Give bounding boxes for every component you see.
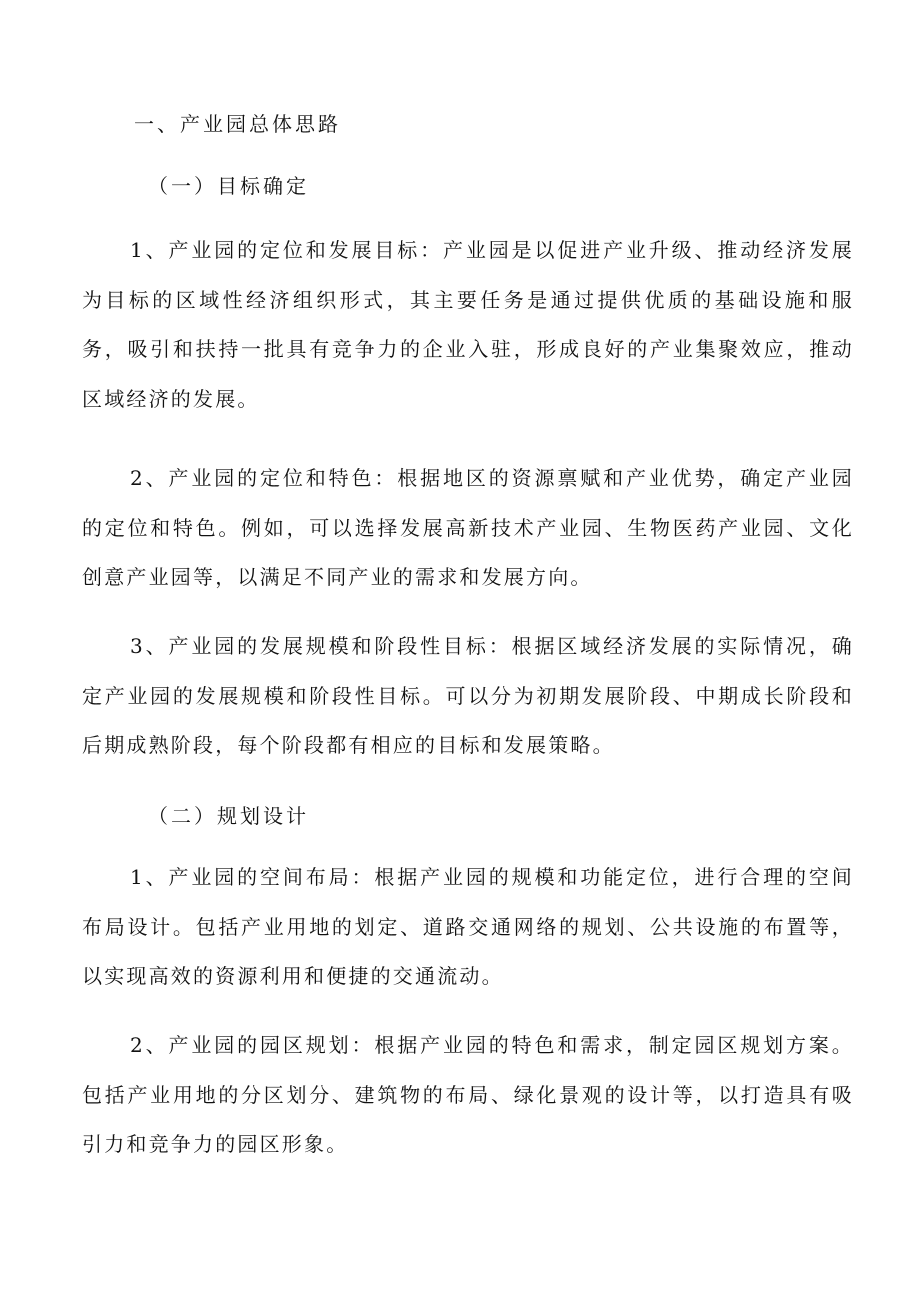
paragraph-scale-stage-goals: 3、产业园的发展规模和阶段性目标：根据区域经济发展的实际情况，确定产业园的发展规模和阶段性目标。可以分为初期发展阶段、中期成长阶段和后期成熟阶段，每个阶段都有相应的目标和发展策略。 (82, 634, 854, 757)
paragraph-park-planning: 2、产业园的园区规划：根据产业园的特色和需求，制定园区规划方案。包括产业用地的分区划分、建筑物的布局、绿化景观的设计等，以打造具有吸引力和竞争力的园区形象。 (82, 1033, 854, 1156)
section-title: 一、产业园总体思路 (134, 112, 341, 136)
paragraph-spatial-layout: 1、产业园的空间布局：根据产业园的规模和功能定位，进行合理的空间布局设计。包括产业用地的划定、道路交通网络的规划、公共设施的布置等，以实现高效的资源利用和便捷的交通流动。 (82, 865, 854, 988)
paragraph-positioning-goals: 1、产业园的定位和发展目标：产业园是以促进产业升级、推动经济发展为目标的区域性经济组织形式，其主要任务是通过提供优质的基础设施和服务，吸引和扶持一批具有竞争力的企业入驻，形成良好的产业集聚效应，推动区域经济的发展。 (82, 238, 854, 411)
paragraph-positioning-features: 2、产业园的定位和特色：根据地区的资源禀赋和产业优势，确定产业园的定位和特色。例如，可以选择发展高新技术产业园、生物医药产业园、文化创意产业园等，以满足不同产业的需求和发展方向。 (82, 466, 854, 589)
subsection-title-planning: （二）规划设计 (148, 804, 309, 828)
subsection-title-goals: （一）目标确定 (148, 174, 309, 198)
